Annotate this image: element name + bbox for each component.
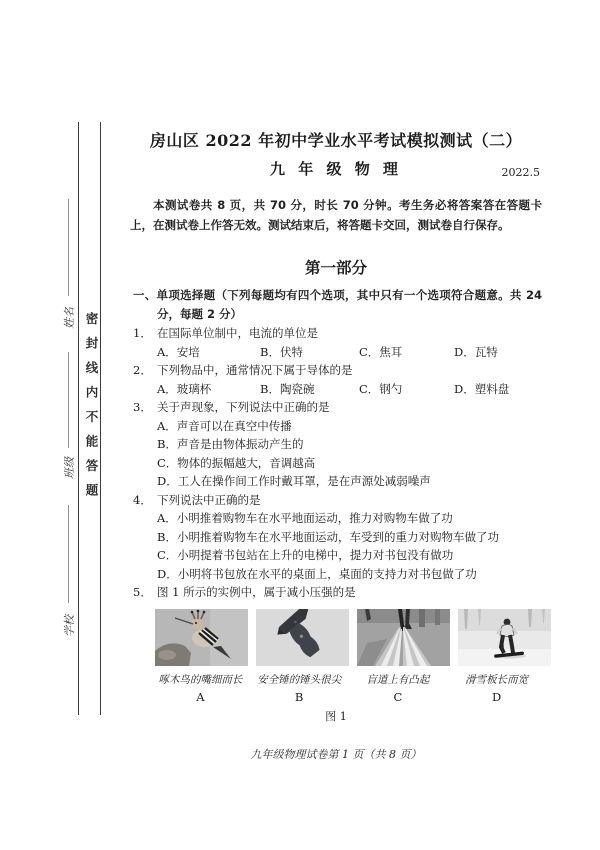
letter-b: B bbox=[294, 689, 304, 704]
question-2 bbox=[133, 361, 542, 380]
school-label: 学校 bbox=[63, 615, 76, 637]
caption-b: 安全锤的锤头很尖 bbox=[257, 673, 342, 686]
q2-option-c: C．钢勺 bbox=[359, 381, 403, 396]
q3-option-a: A．声音可以在真空中传播 bbox=[157, 418, 292, 433]
question-5-number: 5． bbox=[133, 585, 152, 599]
question-4 bbox=[133, 491, 542, 510]
caption-d: 滑雪板长而宽 bbox=[465, 673, 529, 686]
page-footer: 九年级物理试卷第 1 页（共 8 页） bbox=[250, 747, 422, 761]
letter-c: C bbox=[393, 689, 403, 704]
seal-line-outer bbox=[100, 122, 101, 715]
subject-row bbox=[130, 158, 542, 180]
q4-option-a: A．小明推着购物车在水平地面运动，推力对购物车做了功 bbox=[157, 511, 453, 525]
question-3-number: 3． bbox=[133, 400, 152, 414]
caption-c: 盲道上有凸起 bbox=[366, 673, 430, 686]
figure-captions-row bbox=[155, 666, 542, 704]
q3-option-b: B．声音是由物体振动产生的 bbox=[157, 437, 304, 451]
snowboard-photo bbox=[458, 609, 551, 666]
q2-option-a: A．玻璃杯 bbox=[157, 381, 212, 396]
q1-option-c: C．焦耳 bbox=[359, 344, 403, 359]
question-1-number: 1． bbox=[133, 326, 152, 340]
letter-d: D bbox=[492, 689, 502, 704]
letter-a: A bbox=[196, 689, 205, 704]
question-1-text: 在国际单位制中，电流的单位是 bbox=[157, 326, 318, 340]
section-one-header: 一、单项选择题（下列每题均有四个选项，其中只有一个选项符合题意。共 24 分，每题 2 分） bbox=[133, 288, 542, 321]
q1-option-a: A．安培 bbox=[157, 344, 200, 359]
question-3-text: 关于声现象，下列说法中正确的是 bbox=[157, 400, 330, 414]
figure-1-row bbox=[155, 609, 542, 666]
question-4-number: 4． bbox=[133, 492, 152, 507]
subject-title: 九 年 级 物 理 bbox=[270, 160, 402, 178]
exam-content bbox=[130, 128, 542, 762]
q1-option-d: D．瓦特 bbox=[454, 344, 498, 359]
tactile-paving-photo bbox=[357, 609, 450, 666]
part-one-title: 第一部分 bbox=[304, 258, 367, 277]
caption-a: 啄木鸟的嘴细而长 bbox=[158, 673, 243, 686]
q1-option-b: B．伏特 bbox=[260, 344, 303, 359]
figure-option-a bbox=[155, 609, 248, 666]
exam-date: 2022.5 bbox=[501, 166, 540, 179]
q4-option-d: D．小明将书包放在水平的桌面上，桌面的支持力对书包做了功 bbox=[157, 566, 477, 581]
figure-option-d bbox=[458, 609, 551, 666]
q4-option-c: C．小明提着书包站在上升的电梯中，提力对书包没有做功 bbox=[157, 548, 454, 562]
question-4-text: 下列说法中正确的是 bbox=[157, 492, 261, 507]
question-2-text: 下列物品中，通常情况下属于导体的是 bbox=[157, 363, 353, 377]
school-underline bbox=[68, 505, 69, 603]
q4-option-b: B．小明推着购物车在水平地面运动，车受到的重力对购物车做了功 bbox=[157, 529, 499, 544]
question-2-number: 2． bbox=[133, 363, 152, 377]
class-underline bbox=[68, 352, 69, 448]
q2-option-b: B．陶瓷碗 bbox=[260, 381, 315, 396]
seal-line-inner bbox=[78, 122, 79, 715]
seal-warning-text: 密封线内不能答题 bbox=[84, 312, 99, 508]
q3-option-c: C．物体的振幅越大，音调越高 bbox=[157, 455, 316, 470]
name-underline bbox=[68, 199, 69, 296]
name-label: 姓名 bbox=[63, 307, 76, 329]
safety-hammer-photo bbox=[256, 609, 349, 666]
woodpecker-photo bbox=[155, 609, 248, 666]
exam-title: 房山区 2022 年初中学业水平考试模拟测试（二） bbox=[149, 131, 523, 150]
question-1 bbox=[133, 324, 542, 343]
q3-option-d: D．工人在操作间工作时戴耳罩，是在声源处减弱噪声 bbox=[157, 474, 431, 488]
question-5-text: 图 1 所示的实例中，属于减小压强的是 bbox=[157, 585, 356, 599]
exam-notice: 本测试卷共 8 页，共 70 分，时长 70 分钟。考生务必将答案答在答题卡上，在测试卷上作答无效。测试结束后，将答题卡交回，测试卷自行保存。 bbox=[130, 198, 542, 232]
question-1-options bbox=[157, 343, 542, 362]
figure-1-label: 图 1 bbox=[325, 709, 347, 723]
question-3 bbox=[133, 398, 542, 417]
figure-option-c bbox=[357, 609, 450, 666]
question-2-options bbox=[157, 380, 542, 399]
class-label: 班级 bbox=[63, 457, 76, 479]
q2-option-d: D．塑料盘 bbox=[454, 381, 510, 396]
figure-option-b bbox=[256, 609, 349, 666]
question-5 bbox=[133, 583, 542, 602]
